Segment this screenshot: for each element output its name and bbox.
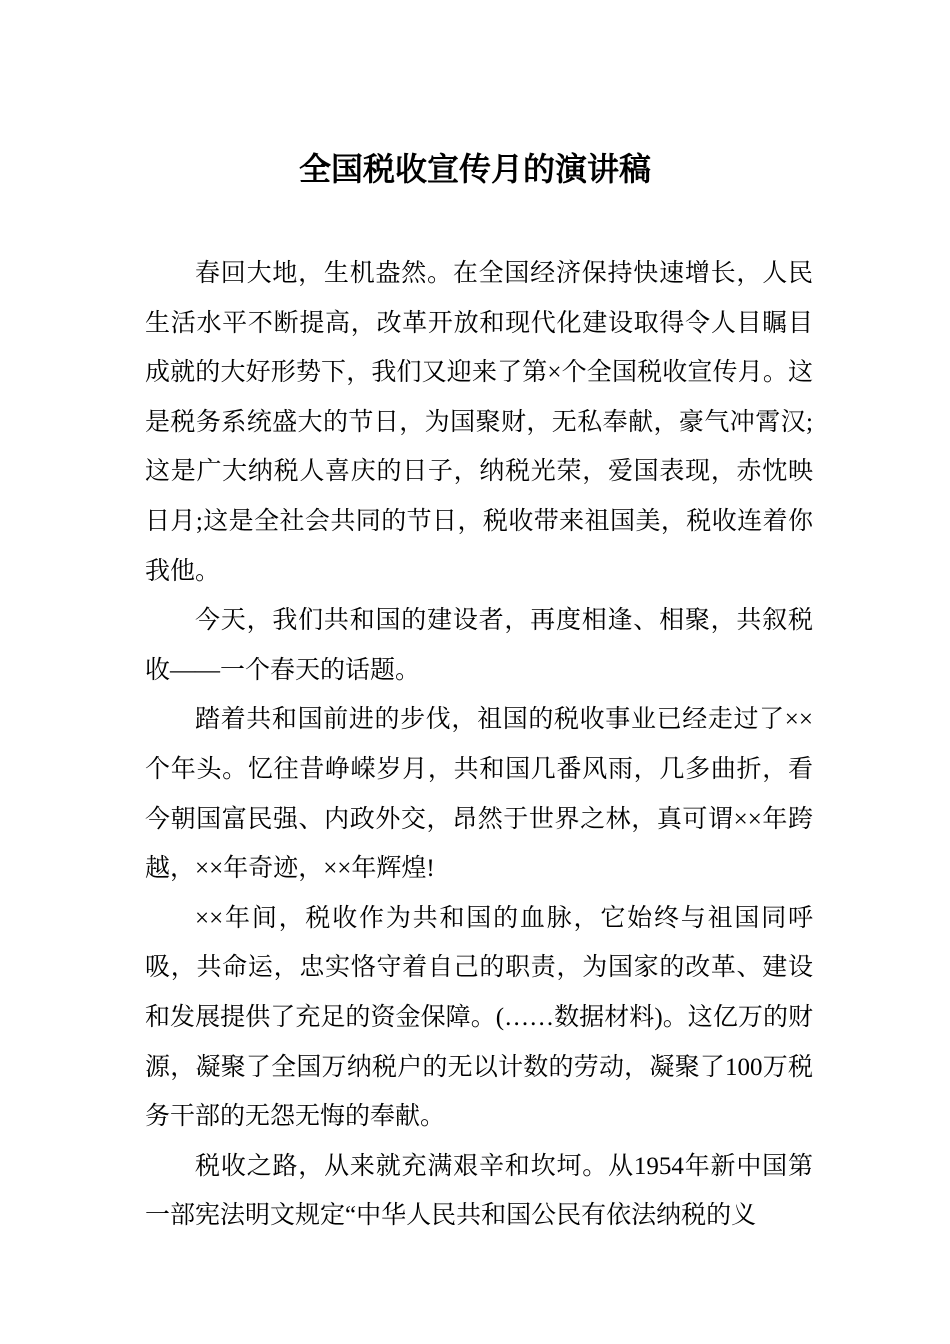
paragraph: 踏着共和国前进的步伐，祖国的税收事业已经走过了××个年头。忆往昔峥嵘岁月，共和国几番风雨，几多曲折，看今朝国富民强、内政外交，昂然于世界之林，真可谓××年跨越，××年奇迹，××年辉煌! <box>145 706 813 883</box>
document-body <box>145 249 813 1241</box>
paragraph: 税收之路，从来就充满艰辛和坎坷。从1954年新中国第一部宪法明文规定“中华人民共和国公民有依法纳税的义 <box>145 1152 813 1230</box>
paragraph: 春回大地，生机盎然。在全国经济保持快速增长，人民生活水平不断提高，改革开放和现代化建设取得令人目瞩目成就的大好形势下，我们又迎来了第×个全国税收宣传月。这是税务系统盛大的节日，为国聚财，无私奉献，豪气冲霄汉;这是广大纳税人喜庆的日子，纳税光荣，爱国表现，赤忱映日月;这是全社会共同的节日，税收带来祖国美，税收连着你我他。 <box>145 260 813 585</box>
paragraph: 今天，我们共和国的建设者，再度相逢、相聚，共叙税收——一个春天的话题。 <box>145 607 813 684</box>
paragraph: ××年间，税收作为共和国的血脉，它始终与祖国同呼吸，共命运，忠实恪守着自己的职责，为国家的改革、建设和发展提供了充足的资金保障。(……数据材料)。这亿万的财源，凝聚了全国万纳税户的无以计数的劳动，凝聚了100万税务干部的无怨无悔的奉献。 <box>145 904 813 1131</box>
document-title: 全国税收宣传月的演讲稿 <box>298 150 651 188</box>
